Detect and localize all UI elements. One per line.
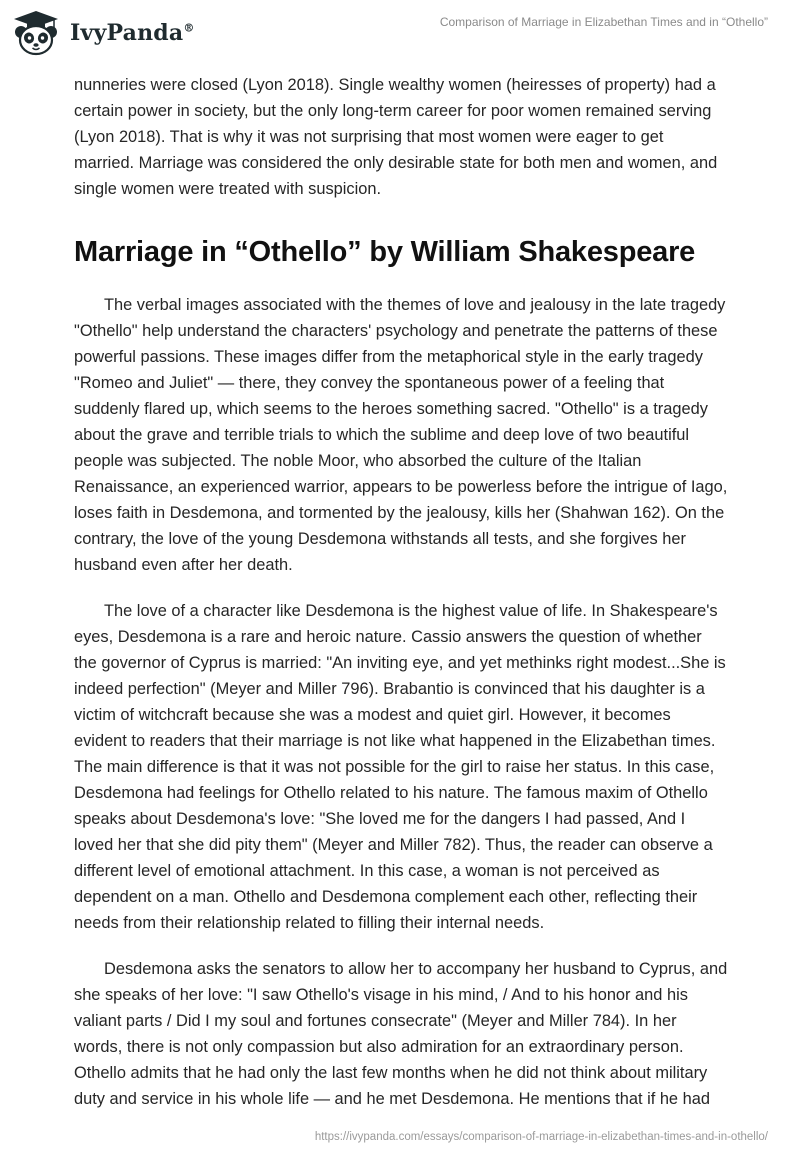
source-url-link[interactable]: https://ivypanda.com/essays/comparison-of-marriage-in-elizabethan-times-and-in-othello/ [314, 1131, 768, 1143]
document-title: Comparison of Marriage in Elizabethan Times and in “Othello” [439, 15, 768, 29]
essay-body [74, 72, 728, 1112]
brand-name: IvyPanda® [70, 20, 195, 46]
body-paragraph-1: The verbal images associated with the themes of love and jealousy in the late tragedy "Othello" help understand the characters' psychology and penetrate the patterns of these powerful passions. These images differ from the metaphorical style in the early tragedy "Romeo and Juliet" — there, they convey the spontaneous power of a feeling that suddenly flared up, which seems to the heroes something sacred. "Othello" is a tragedy about the grave and terrible trials to which the sublime and deep love of two beautiful people was subjected. The noble Moor, who absorbed the culture of the Italian Renaissance, an experienced warrior, appears to be powerless before the intrigue of Iago, loses faith in Desdemona, and tormented by the jealousy, kills her (Shahwan 162). On the contrary, the love of the young Desdemona withstands all tests, and she forgives her husband even after her death. [74, 296, 728, 574]
body-paragraph-3: Desdemona asks the senators to allow her to accompany her husband to Cyprus, and she speaks of her love: "I saw Othello's visage in his mind, / And to his honor and his valiant parts / Did I my soul and fortunes consecrate" (Meyer and Miller 784). In her words, there is not only compassion but also admiration for an extraordinary person. Othello admits that he had only the last few months when he did not think about military duty and service in his whole life — and he met Desdemona. He mentions that if he had [74, 960, 728, 1108]
registered-mark: ® [183, 21, 195, 35]
panda-graduate-icon [12, 10, 60, 56]
page-header [0, 0, 800, 64]
body-paragraph-2: The love of a character like Desdemona is the highest value of life. In Shakespeare's eyes, Desdemona is a rare and heroic nature. Cassio answers the question of whether the governor of Cyprus is married: "An inviting eye, and yet methinks right modest...She is indeed perfection" (Meyer and Miller 796). Brabantio is convinced that his daughter is a victim of witchcraft because she was a modest and quiet girl. However, it becomes evident to readers that their marriage is not like what happened in the Elizabethan times. The main difference is that it was not possible for the girl to raise her status. In this case, Desdemona had feelings for Othello related to his nature. The famous maxim of Othello speaks about Desdemona's love: "She loved me for the dangers I had passed, And I loved her that she did pity them" (Meyer and Miller 782). Thus, the reader can observe a different level of emotional attachment. In this case, a woman is not perceived as dependent on a man. Othello and Desdemona complement each other, reflecting their needs from their relationship related to filling their internal needs. [74, 602, 726, 932]
section-heading: Marriage in “Othello” by William Shakespeare [74, 236, 696, 268]
intro-paragraph: nunneries were closed (Lyon 2018). Single wealthy women (heiresses of property) had a certain power in society, but the only long-term career for poor women remained serving (Lyon 2018). That is why it was not surprising that most women were eager to get married. Marriage was considered the only desirable state for both men and women, and single women were treated with suspicion. [74, 76, 718, 198]
brand-logo[interactable] [12, 10, 212, 56]
